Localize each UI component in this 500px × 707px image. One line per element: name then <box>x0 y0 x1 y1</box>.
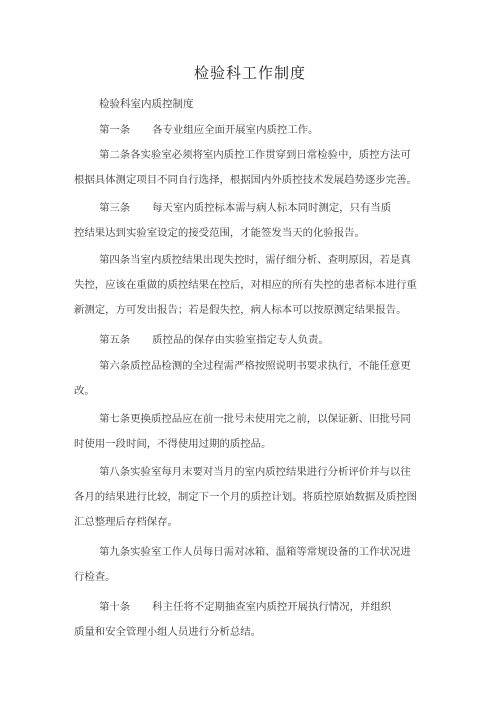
article-line: 第五条 质控品的保存由实验室指定专人负责。 <box>99 334 329 346</box>
article-line: 第四条当室内质控结果出现失控时，需仔细分析、查明原因，若是真 <box>99 254 411 266</box>
article-line: 质量和安全管理小组人员进行分析总结。 <box>74 626 262 638</box>
article-line: 第八条实验室每月末要对当月的室内质控结果进行分析评价并与以往 <box>99 466 411 478</box>
article-10 <box>74 595 434 645</box>
article-line: 汇总整理后存档保存。 <box>74 516 178 528</box>
article-7 <box>74 407 434 457</box>
article-9 <box>74 540 434 590</box>
article-line: 控结果达到实验室设定的接受范围，才能签发当天的化验报告。 <box>74 227 365 239</box>
article-line: 第九条实验室工作人员每日需对冰箱、温箱等常规设备的工作状况进 <box>99 546 411 558</box>
article-line: 第十条 科主任将不定期抽查室内质控开展执行情况，并组织 <box>99 601 392 613</box>
article-2 <box>74 143 434 193</box>
article-4 <box>74 248 434 323</box>
article-line: 各月的结果进行比较，制定下一个月的质控计划。将质控原始数据及质控图 <box>74 491 417 503</box>
article-3 <box>74 196 434 246</box>
article-line: 第六条质控品检测的全过程需严格按照说明书要求执行，不能任意更 <box>99 360 411 372</box>
article-line: 第三条 每天室内质控标本需与病人标本同时测定，只有当质 <box>99 202 392 214</box>
article-line: 第二条各实验室必须将室内质控工作贯穿到日常检验中，质控方法可 <box>99 149 411 161</box>
article-5 <box>74 328 434 353</box>
article-line: 行检查。 <box>74 571 116 583</box>
article-6 <box>74 354 434 404</box>
article-line: 失控，应该在重做的质控结果在控后，对相应的所有失控的患者标本进行重 <box>74 279 417 291</box>
document-title: 检验科工作制度 <box>193 64 306 82</box>
article-line: 第一条 各专业组应全面开展室内质控工作。 <box>99 124 319 136</box>
article-line: 时使用一段时间，不得使用过期的质控品。 <box>74 438 272 450</box>
article-line: 根据具体测定项目不同自行选择，根据国内外质控技术发展趋势逐步完善。 <box>74 174 417 186</box>
article-8 <box>74 460 434 535</box>
article-line: 改。 <box>74 385 95 397</box>
article-line: 新测定，方可发出报告；若是假失控，病人标本可以按原测定结果报告。 <box>74 304 407 316</box>
article-line: 第七条更换质控品应在前一批号未使用完之前，以保证新、旧批号同 <box>99 413 411 425</box>
article-1 <box>74 118 434 143</box>
document-subtitle: 检验科室内质控制度 <box>99 98 194 110</box>
